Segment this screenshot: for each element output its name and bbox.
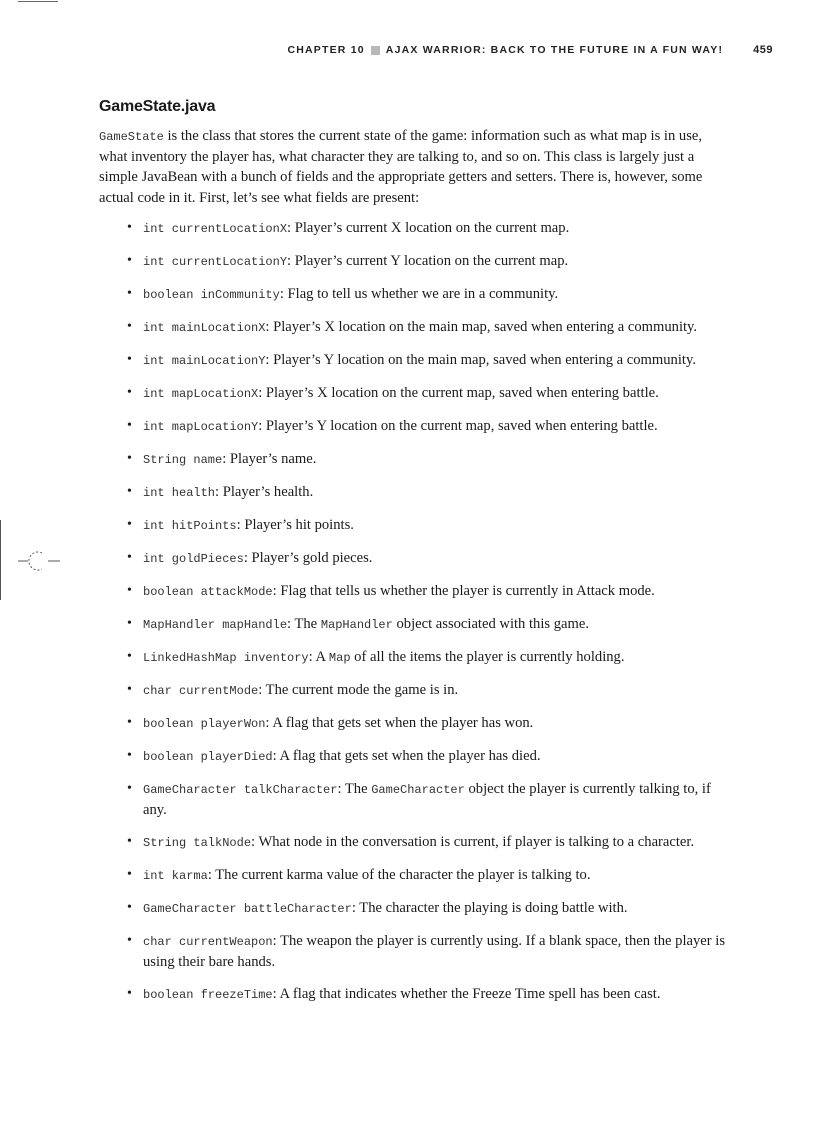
field-declaration: String talkNode: [143, 836, 252, 851]
field-list-item: [127, 614, 727, 635]
inline-code: MapHandler: [320, 618, 393, 632]
bullet-icon: •: [127, 220, 132, 235]
bullet-icon: •: [127, 834, 132, 850]
field-description: : What node in the conversation is current, if player is talking to a character.: [251, 834, 695, 851]
field-declaration: int hitPoints: [143, 519, 237, 533]
field-list-item: [127, 383, 727, 404]
field-description: : The current karma value of the character the player is talking to.: [207, 867, 591, 884]
field-declaration: GameCharacter battleCharacter: [143, 902, 352, 917]
field-declaration: boolean freezeTime: [143, 988, 273, 1003]
field-declaration: LinkedHashMap inventory: [143, 651, 309, 665]
field-declaration: int mapLocationY: [143, 420, 259, 434]
bullet-icon: •: [127, 253, 132, 268]
field-declaration: GameCharacter talkCharacter: [143, 783, 338, 797]
field-declaration: boolean playerWon: [143, 717, 266, 731]
bullet-icon: •: [127, 649, 132, 664]
running-head: [287, 44, 773, 56]
bullet-icon: •: [127, 451, 132, 466]
bullet-icon: •: [127, 616, 132, 631]
intro-text: is the class that stores the current state of the game: information such as what map is in use, what inventory the player has, what character they are talking to, and so on. This class is largely just a simple JavaBean with a bunch of fields and the appropriate getters and setters. There is, however, some actual code in it. First, let’s see what fields are present:: [99, 128, 703, 206]
field-list-item: [127, 898, 727, 919]
field-list-item: [127, 251, 727, 272]
bullet-icon: •: [127, 933, 132, 949]
inline-code: GameCharacter: [371, 783, 465, 797]
bullet-icon: •: [127, 715, 132, 730]
bullet-icon: •: [127, 900, 132, 916]
field-list-item: [127, 647, 727, 668]
field-list-item: [127, 779, 727, 820]
field-description: : The current mode the game is in.: [258, 682, 459, 698]
field-description: : Player’s current X location on the current map.: [287, 220, 570, 236]
field-description-cont: object the player is currently talking to, if any.: [143, 781, 711, 819]
field-declaration: int goldPieces: [143, 552, 244, 566]
registration-mark-icon: [18, 546, 60, 576]
field-list-item: [127, 482, 727, 503]
field-list-item: [127, 416, 727, 437]
field-description: : The weapon the player is currently using. If a blank space, then the player is using their bare hands.: [143, 933, 726, 971]
field-list-item: [127, 284, 727, 305]
field-description: : A flag that gets set when the player has died.: [272, 748, 541, 764]
field-list-item: [127, 218, 727, 239]
field-description: : A flag that indicates whether the Freeze Time spell has been cast.: [272, 986, 661, 1003]
bullet-icon: •: [127, 286, 132, 301]
bullet-icon: •: [127, 748, 132, 763]
bullet-icon: •: [127, 986, 132, 1002]
bullet-icon: •: [127, 781, 132, 796]
page-number: 459: [753, 44, 773, 56]
field-list-item: [127, 680, 727, 701]
field-description: : Player’s gold pieces.: [243, 550, 373, 566]
bullet-icon: •: [127, 319, 132, 334]
bullet-icon: •: [127, 583, 132, 598]
field-declaration: int health: [143, 486, 216, 500]
bullet-icon: •: [127, 352, 132, 367]
field-description: : Player’s hit points.: [236, 517, 354, 533]
chapter-title: AJAX WARRIOR: BACK TO THE FUTURE IN A FUN WAY!: [385, 44, 724, 56]
intro-paragraph: [99, 126, 724, 208]
chapter-label: CHAPTER 10: [287, 44, 365, 56]
field-declaration: int currentLocationY: [143, 255, 288, 269]
field-declaration: int mainLocationY: [143, 354, 266, 368]
intro-code-term: GameState: [99, 130, 164, 144]
bullet-icon: •: [127, 517, 132, 532]
field-list-item: [127, 865, 727, 886]
section-title: GameState.java: [99, 98, 216, 115]
crop-mark-top: [18, 1, 58, 2]
field-list-item: [127, 548, 727, 569]
field-list-item: [127, 581, 727, 602]
field-declaration: boolean inCommunity: [143, 288, 280, 302]
field-list-item: [127, 746, 727, 767]
field-declaration: char currentMode: [143, 684, 259, 698]
field-declaration: int mainLocationX: [143, 321, 266, 335]
field-list-item: [127, 832, 727, 853]
bullet-icon: •: [127, 385, 132, 400]
bullet-icon: •: [127, 550, 132, 565]
field-declaration: boolean playerDied: [143, 750, 273, 764]
field-description: : Player’s X location on the current map, saved when entering battle.: [258, 385, 659, 401]
field-description: : Player’s health.: [215, 484, 314, 500]
field-description-cont: object associated with this game.: [392, 616, 589, 632]
field-declaration: String name: [143, 453, 223, 467]
field-description-cont: of all the items the player is currently holding.: [350, 649, 625, 665]
field-description: : A flag that gets set when the player has won.: [265, 715, 534, 731]
field-list-item: [127, 984, 727, 1005]
field-list-item: [127, 515, 727, 536]
field-description: : Player’s Y location on the main map, saved when entering a community.: [265, 352, 696, 368]
field-description: : The: [337, 781, 372, 797]
field-declaration: char currentWeapon: [143, 935, 273, 950]
field-list-item: [127, 350, 727, 371]
field-description: : Flag that tells us whether the player is currently in Attack mode.: [272, 583, 655, 599]
field-description: : Player’s current Y location on the current map.: [287, 253, 569, 269]
field-declaration: MapHandler mapHandle: [143, 618, 288, 632]
bullet-icon: •: [127, 418, 132, 433]
field-description: : The character the playing is doing battle with.: [351, 900, 628, 917]
crop-mark-left: [0, 520, 1, 600]
field-description: : Player’s name.: [222, 451, 317, 467]
inline-code: Map: [328, 651, 351, 665]
field-list-item: [127, 449, 727, 470]
field-declaration: int mapLocationX: [143, 387, 259, 401]
field-description: : A: [308, 649, 329, 665]
field-description: : The: [287, 616, 321, 632]
bullet-icon: •: [127, 867, 132, 883]
field-description: : Flag to tell us whether we are in a community.: [279, 286, 559, 302]
field-list-item: [127, 931, 727, 972]
field-declaration: int karma: [143, 869, 208, 884]
field-list-item: [127, 317, 727, 338]
bullet-icon: •: [127, 682, 132, 697]
field-declaration: int currentLocationX: [143, 222, 288, 236]
field-declaration: boolean attackMode: [143, 585, 273, 599]
field-list-item: [127, 713, 727, 734]
bullet-icon: •: [127, 484, 132, 499]
square-separator-icon: [371, 46, 380, 55]
field-description: : Player’s X location on the main map, saved when entering a community.: [265, 319, 698, 335]
field-description: : Player’s Y location on the current map, saved when entering battle.: [258, 418, 658, 434]
field-list: [127, 218, 727, 1017]
